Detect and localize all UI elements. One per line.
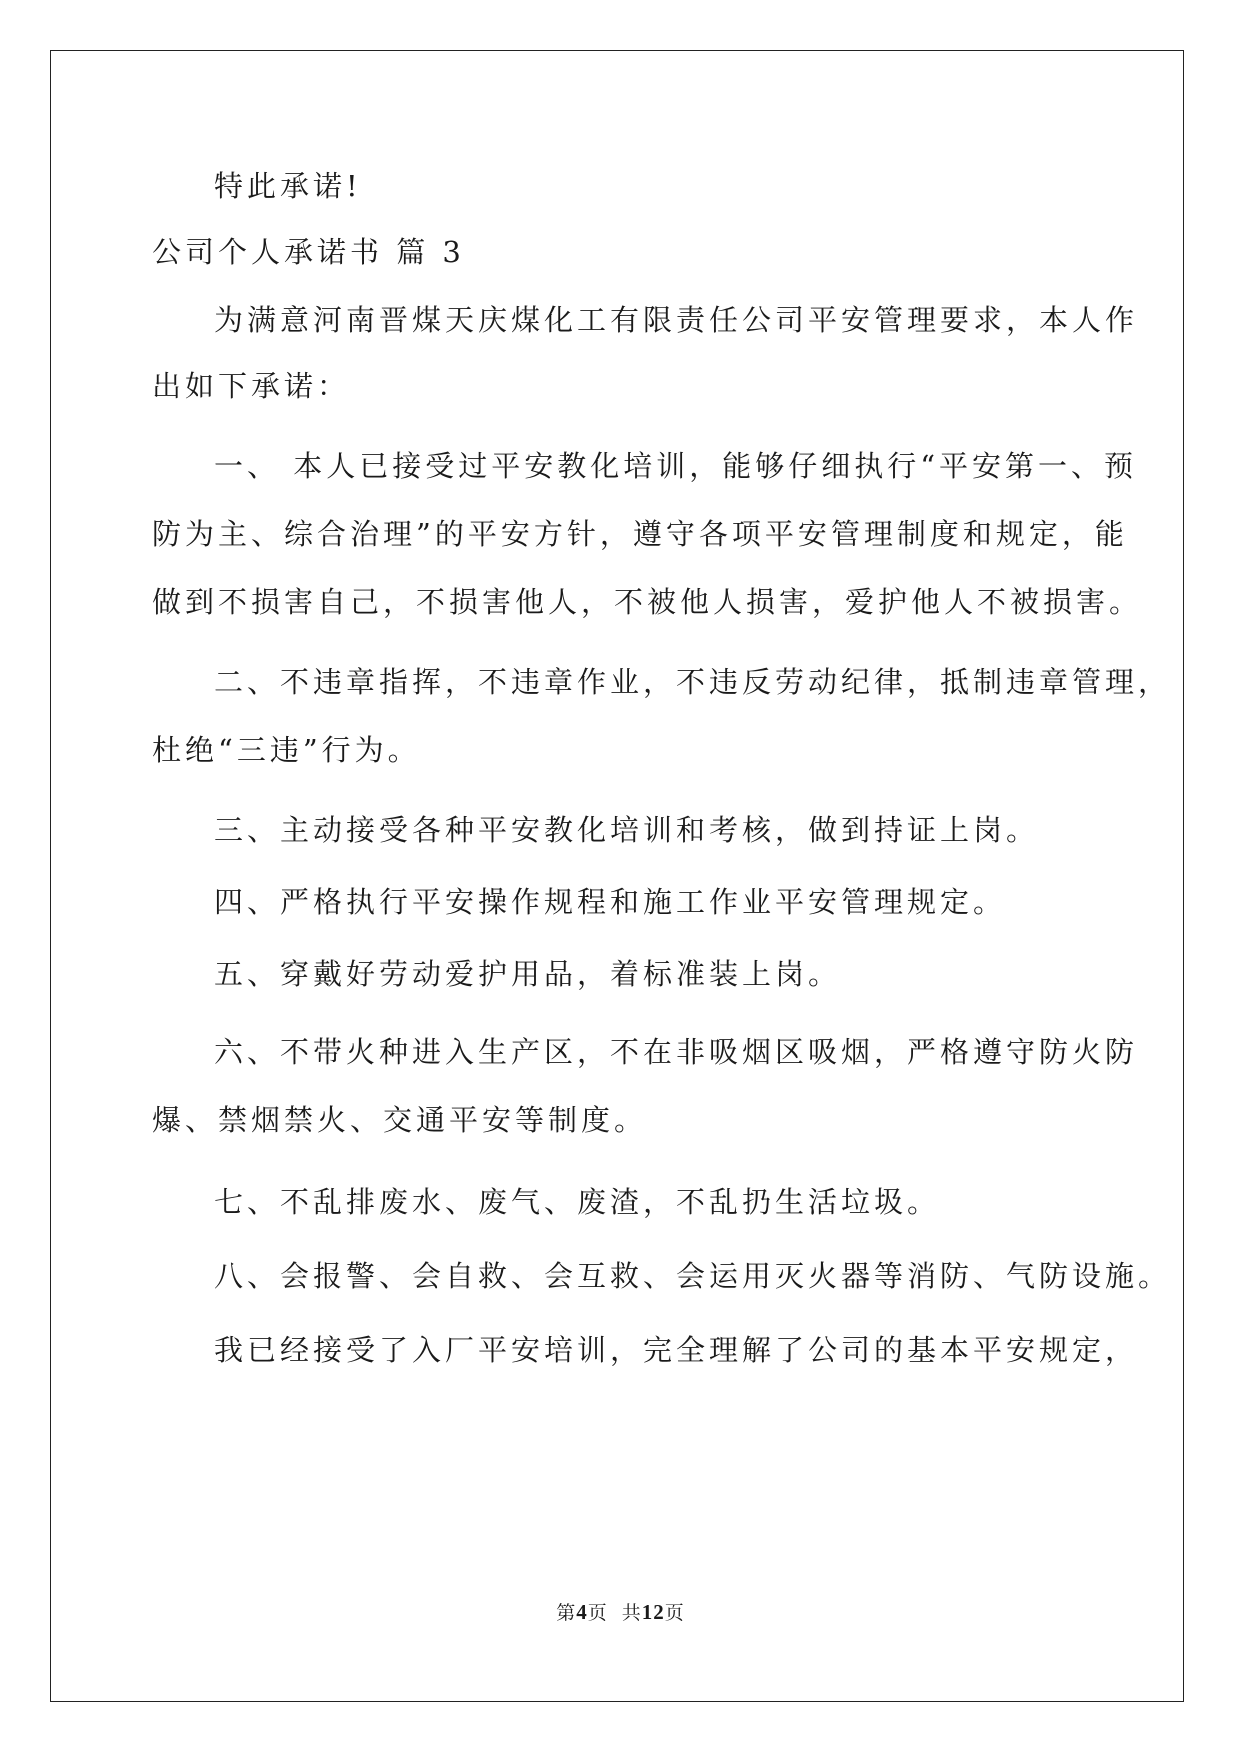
footer-prefix: 第 (556, 1602, 577, 1624)
paragraph-line: 八、会报警、会自救、会互救、会运用灭火器等消防、气防设施。 (214, 1259, 1172, 1293)
footer-suffix: 页 (664, 1602, 685, 1624)
paragraph-line: 防为主、综合治理”的平安方针，遵守各项平安管理制度和规定，能 (152, 517, 1128, 551)
page-footer (0, 1598, 1241, 1625)
paragraph-line: 五、穿戴好劳动爱护用品，着标准装上岗。 (214, 957, 842, 991)
paragraph-line: 我已经接受了入厂平安培训，完全理解了公司的基本平安规定， (214, 1333, 1139, 1367)
page-border (50, 50, 1184, 1702)
paragraph-line: 六、不带火种进入生产区，不在非吸烟区吸烟，严格遵守防火防 (214, 1035, 1139, 1069)
footer-mid: 页 共 (587, 1602, 642, 1624)
section-heading: 公司个人承诺书 篇 3 (152, 235, 465, 269)
paragraph-line: 三、主动接受各种平安教化培训和考核，做到持证上岗。 (214, 813, 1040, 847)
paragraph-line: 七、不乱排废水、废气、废渣，不乱扔生活垃圾。 (214, 1185, 941, 1219)
total-page-number: 12 (641, 1600, 665, 1624)
paragraph-line: 做到不损害自己，不损害他人，不被他人损害，爱护他人不被损害。 (152, 585, 1143, 619)
paragraph-line: 二、不违章指挥，不违章作业，不违反劳动纪律，抵制违章管理， (214, 665, 1172, 699)
paragraph-line: 爆、禁烟禁火、交通平安等制度。 (152, 1103, 648, 1137)
paragraph-line: 杜绝“三违”行为。 (152, 733, 421, 767)
closing-line: 特此承诺! (214, 169, 362, 203)
paragraph-line: 出如下承诺： (152, 369, 351, 403)
current-page-number: 4 (576, 1600, 588, 1624)
paragraph-line: 一、 本人已接受过平安教化培训，能够仔细执行“平安第一、预 (214, 449, 1138, 483)
paragraph-line: 为满意河南晋煤天庆煤化工有限责任公司平安管理要求，本人作 (214, 303, 1139, 337)
paragraph-line: 四、严格执行平安操作规程和施工作业平安管理规定。 (214, 885, 1007, 919)
